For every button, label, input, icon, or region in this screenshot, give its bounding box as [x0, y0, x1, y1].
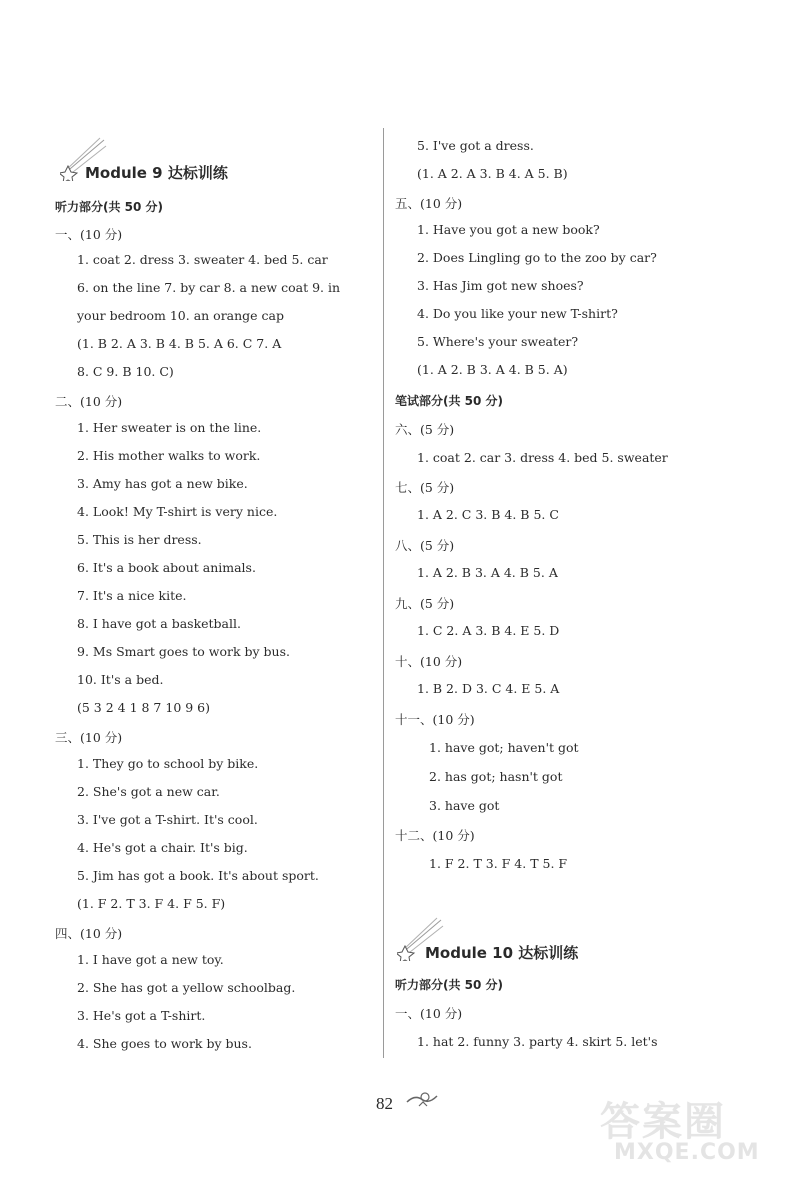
answer-line: (1. A 2. A 3. B 4. A 5. B)	[417, 166, 568, 181]
section-5-label: 五、(10 分)	[395, 196, 463, 211]
answer-line: 3. He's got a T-shirt.	[77, 1008, 206, 1023]
answer-line: 1. Have you got a new book?	[417, 222, 600, 237]
writing-header: 笔试部分(共 50 分)	[395, 394, 504, 408]
answer-line: 10. It's a bed.	[77, 672, 164, 687]
module-9-title: Module 9 达标训练	[85, 164, 228, 182]
answer-line: 9. Ms Smart goes to work by bus.	[77, 644, 290, 659]
section-1-label: 一、(10 分)	[55, 227, 123, 242]
answer-line: (1. F 2. T 3. F 4. F 5. F)	[77, 896, 226, 911]
answer-line: 1. coat 2. car 3. dress 4. bed 5. sweater	[417, 450, 668, 465]
answer-line: 5. Where's your sweater?	[417, 334, 579, 349]
module-10-title: Module 10 达标训练	[425, 944, 579, 962]
section-4-label: 四、(10 分)	[55, 926, 123, 941]
answer-line: 8. C 9. B 10. C)	[77, 364, 174, 379]
section-7-label: 七、(5 分)	[395, 480, 455, 495]
answer-line: 1. Her sweater is on the line.	[77, 420, 262, 435]
answer-line: 1. They go to school by bike.	[77, 756, 259, 771]
answer-line: 2. His mother walks to work.	[77, 448, 261, 463]
section-10-label: 十、(10 分)	[395, 654, 463, 669]
answer-line: 4. He's got a chair. It's big.	[77, 840, 248, 855]
section-11-label: 十一、(10 分)	[395, 712, 475, 727]
answer-line: 1. coat 2. dress 3. sweater 4. bed 5. car	[77, 252, 328, 267]
answer-line: 3. Amy has got a new bike.	[77, 476, 248, 491]
answer-line: 8. I have got a basketball.	[77, 616, 241, 631]
answer-line: 7. It's a nice kite.	[77, 588, 187, 603]
answer-line: 2. She's got a new car.	[77, 784, 220, 799]
answer-line: (1. A 2. B 3. A 4. B 5. A)	[417, 362, 568, 377]
section-6-label: 六、(5 分)	[395, 422, 455, 437]
page-ornament-icon	[405, 1088, 439, 1110]
answer-line: 1. C 2. A 3. B 4. E 5. D	[417, 623, 560, 638]
answer-line: 4. She goes to work by bus.	[77, 1036, 252, 1051]
answer-line: 1. A 2. B 3. A 4. B 5. A	[417, 565, 558, 580]
column-divider	[383, 128, 384, 1058]
answer-line: (1. B 2. A 3. B 4. B 5. A 6. C 7. A	[77, 336, 282, 351]
answer-line: 1. hat 2. funny 3. party 4. skirt 5. let's	[417, 1034, 658, 1049]
answer-line: 2. She has got a yellow schoolbag.	[77, 980, 296, 995]
answer-line: 6. It's a book about animals.	[77, 560, 256, 575]
section-12-label: 十二、(10 分)	[395, 828, 475, 843]
answer-line: (5 3 2 4 1 8 7 10 9 6)	[77, 700, 210, 715]
answer-line: 1. have got; haven't got	[429, 740, 579, 755]
section-3-label: 三、(10 分)	[55, 730, 123, 745]
answer-line: 1. A 2. C 3. B 4. B 5. C	[417, 507, 559, 522]
answer-line: 3. Has Jim got new shoes?	[417, 278, 584, 293]
section-1-label-module-10: 一、(10 分)	[395, 1006, 463, 1021]
watermark-logo-text: 答案圈	[600, 1099, 726, 1145]
answer-line: 6. on the line 7. by car 8. a new coat 9. in	[77, 280, 341, 295]
section-9-label: 九、(5 分)	[395, 596, 455, 611]
answer-line: 5. Jim has got a book. It's about sport.	[77, 868, 319, 883]
section-2-label: 二、(10 分)	[55, 394, 123, 409]
answer-line: 3. I've got a T-shirt. It's cool.	[77, 812, 258, 827]
watermark	[600, 1090, 770, 1170]
answer-line: 4. Do you like your new T-shirt?	[417, 306, 618, 321]
page-number: 82	[376, 1094, 393, 1113]
answer-line: 5. I've got a dress.	[417, 138, 534, 153]
listening-header-module-10: 听力部分(共 50 分)	[395, 978, 504, 992]
listening-header: 听力部分(共 50 分)	[55, 200, 164, 214]
watermark-url: MXQE.COM	[614, 1140, 760, 1165]
answer-line: 2. has got; hasn't got	[429, 769, 563, 784]
answer-line: 5. This is her dress.	[77, 532, 202, 547]
answer-line: 1. I have got a new toy.	[77, 952, 224, 967]
section-8-label: 八、(5 分)	[395, 538, 455, 553]
answer-line: 3. have got	[429, 798, 500, 813]
answer-line: 1. B 2. D 3. C 4. E 5. A	[417, 681, 560, 696]
answer-line: 2. Does Lingling go to the zoo by car?	[417, 250, 657, 265]
answer-line: 1. F 2. T 3. F 4. T 5. F	[429, 856, 568, 871]
answer-line: 4. Look! My T-shirt is very nice.	[77, 504, 278, 519]
answer-line: your bedroom 10. an orange cap	[77, 308, 285, 323]
